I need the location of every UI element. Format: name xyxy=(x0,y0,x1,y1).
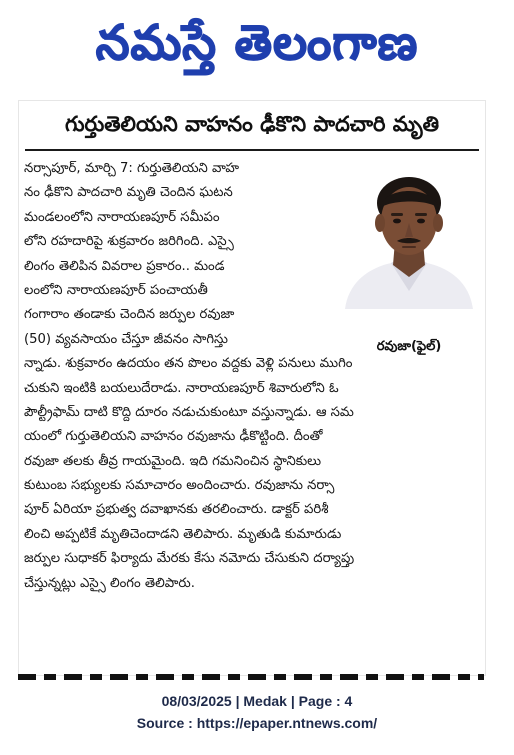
article-line: మండలంలోని నారాయణపూర్ సమీపం xyxy=(24,209,220,225)
article-line: నం ఢీకొని పాదచారి మృతి చెందిన ఘటన xyxy=(24,185,233,201)
victim-photo xyxy=(339,167,479,309)
article-line: లించి అప్పటికే మృతిచెందాడని తెలిపారు. మృతుడి కుమారుడు xyxy=(24,526,342,542)
article-line: లంలోని నారాయణపూర్ పంచాయతీ xyxy=(24,282,208,298)
article-line: చేస్తున్నట్లు ఎస్సై లింగం తెలిపారు. xyxy=(24,575,195,591)
article-line: చుకుని ఇంటికి బయలుదేరాడు. నారాయణపూర్ శివారులోని ఓ xyxy=(24,380,339,396)
article-line: రవుజా తలకు తీవ్ర గాయమైంది. ఇది గమనించిన స్థానికులు xyxy=(24,453,322,469)
headline-rule xyxy=(25,149,479,151)
article-line: (50) వ్యవసాయం చేస్తూ జీవనం సాగిస్తు xyxy=(24,331,228,347)
cutoff-next-headline xyxy=(18,674,484,680)
edition-info: 08/03/2025 | Medak | Page : 4 xyxy=(161,693,353,709)
article-line: కుటుంబ సభ్యులకు సమాచారం అందించారు. రవుజాను నర్సా xyxy=(24,478,335,494)
photo-caption: రవుజా(ఫైల్) xyxy=(376,339,442,354)
article-headline: గుర్తుతెలియని వాహనం ఢీకొని పాదచారి మృతి xyxy=(64,112,440,136)
article-line: జర్పుల సుధాకర్ ఫిర్యాదు మేరకు కేసు నమోదు చేసుకుని దర్యాప్తు xyxy=(24,551,355,567)
article-line: న్నాడు. శుక్రవారం ఉదయం తన పొలం వద్దకు వెళ్లి పనులు ముగిం xyxy=(24,356,353,372)
article-line: లింగం తెలిపిన వివరాల ప్రకారం.. మండ xyxy=(24,258,225,274)
article-line: గంగారాం తండాకు చెందిన జర్పుల రవుజా xyxy=(24,307,235,323)
article-clipping xyxy=(18,100,486,676)
article-line: యంలో గుర్తుతెలియని వాహనం రవుజాను ఢీకొట్టింది. దీంతో xyxy=(24,429,323,445)
article-line: నర్సాపూర్, మార్చి 7: గుర్తుతెలియని వాహ xyxy=(24,161,240,176)
article-line: పూర్ ఏరియా ప్రభుత్వ దవాఖానకు తరలించారు. డాక్టర్ పరిశీ xyxy=(24,502,329,518)
article-line: పౌల్ట్రీఫామ్ దాటి కొద్ది దూరం నడుచుకుంటూ వస్తున్నాడు. ఆ సమ xyxy=(24,404,354,420)
source-link[interactable]: Source : https://epaper.ntnews.com/ xyxy=(136,715,378,731)
article-line: లోని రహదారిపై శుక్రవారం జరిగింది. ఎస్సై xyxy=(24,234,234,250)
newspaper-masthead: నమస్తే తెలంగాణ xyxy=(95,15,419,71)
